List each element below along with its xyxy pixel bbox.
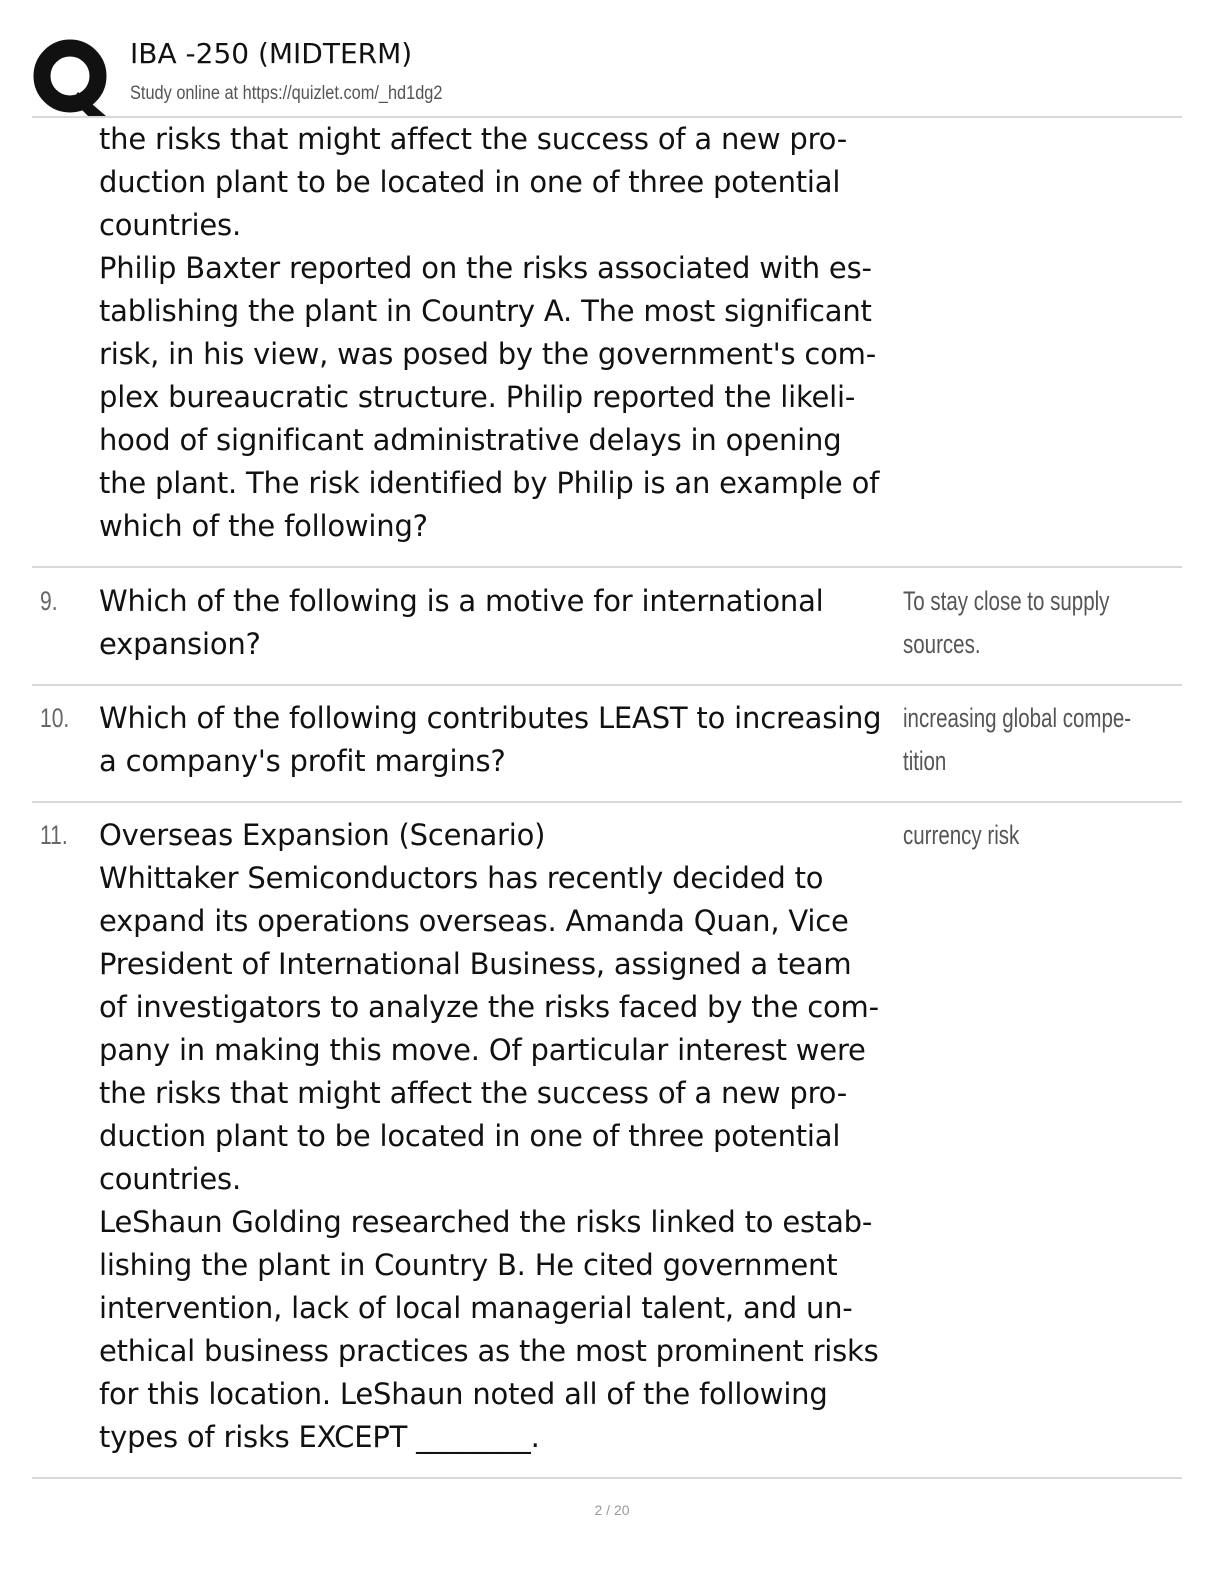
question-line: for this location. LeShaun noted all of the following [99, 1377, 828, 1411]
question-line: intervention, lack of local managerial talent, and un- [99, 1291, 853, 1325]
page-number: 2 / 20 [594, 1502, 630, 1518]
question-line: expansion? [99, 627, 261, 661]
question-line: duction plant to be located in one of three potential [99, 165, 841, 199]
quizlet-logo-icon [32, 36, 112, 116]
question-line: types of risks EXCEPT ________. [99, 1420, 540, 1454]
question-text [99, 697, 899, 783]
answer-line: To stay close to supply [903, 586, 1110, 616]
question-number: 11. [40, 820, 68, 850]
question-line: pany in making this move. Of particular interest were [99, 1033, 866, 1067]
question-line: the risks that might affect the success of a new pro- [99, 122, 848, 156]
continued-question-text [99, 118, 899, 548]
answer-line: tition [903, 746, 947, 776]
question-line: countries. [99, 1162, 241, 1196]
document-title: IBA -250 (MIDTERM) [130, 37, 413, 70]
question-line: Which of the following contributes LEAST to increasing [99, 701, 882, 735]
question-line: Overseas Expansion (Scenario) [99, 818, 546, 852]
answer-line: increasing global compe- [903, 703, 1132, 733]
question-line: a company's profit margins? [99, 744, 506, 778]
question-line: Philip Baxter reported on the risks associated with es- [99, 251, 872, 285]
question-number: 9. [40, 586, 58, 616]
answer-text [903, 580, 1131, 666]
question-line: tablishing the plant in Country A. The most significant [99, 294, 872, 328]
question-line: the plant. The risk identified by Philip is an example of [99, 466, 880, 500]
question-line: of investigators to analyze the risks faced by the com- [99, 990, 879, 1024]
question-line: which of the following? [99, 509, 428, 543]
question-number: 10. [40, 703, 70, 733]
answer-line: sources. [903, 629, 981, 659]
question-text [99, 814, 899, 1459]
row-divider [32, 801, 1182, 803]
question-line: plex bureaucratic structure. Philip reported the likeli- [99, 380, 856, 414]
question-line: risk, in his view, was posed by the government's com- [99, 337, 876, 371]
answer-line: currency risk [903, 820, 1020, 850]
question-line: lishing the plant in Country B. He cited government [99, 1248, 838, 1282]
question-line: ethical business practices as the most prominent risks [99, 1334, 879, 1368]
question-line: LeShaun Golding researched the risks linked to estab- [99, 1205, 873, 1239]
question-text [99, 580, 899, 666]
question-line: countries. [99, 208, 241, 242]
question-line: hood of significant administrative delays in opening [99, 423, 842, 457]
row-divider [32, 1477, 1182, 1479]
question-line: President of International Business, assigned a team [99, 947, 852, 981]
question-line: Whittaker Semiconductors has recently decided to [99, 861, 824, 895]
answer-text [903, 697, 1131, 783]
row-divider [32, 566, 1182, 568]
question-line: duction plant to be located in one of three potential [99, 1119, 841, 1153]
question-line: the risks that might affect the success of a new pro- [99, 1076, 848, 1110]
answer-text [903, 814, 1131, 857]
page-header [32, 30, 1182, 116]
study-link[interactable]: Study online at https://quizlet.com/_hd1dg2 [130, 83, 443, 104]
row-divider [32, 684, 1182, 686]
question-line: Which of the following is a motive for international [99, 584, 824, 618]
question-line: expand its operations overseas. Amanda Quan, Vice [99, 904, 849, 938]
